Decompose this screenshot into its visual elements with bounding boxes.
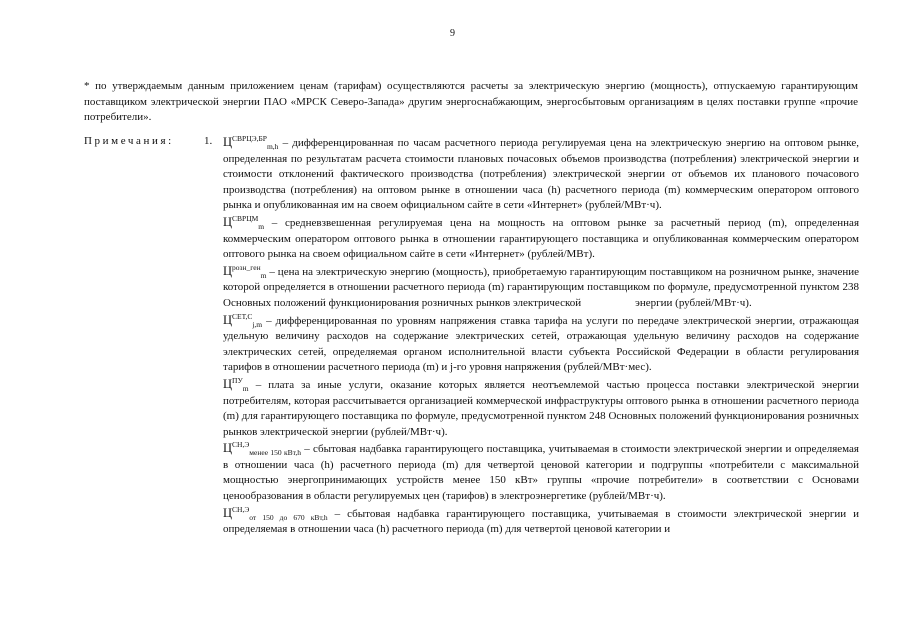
note-text: – плата за иные услуги, оказание которых является неотъемлемой частью процесса поставки электрической энергии потребителям, которая рассчитывается организацией коммерческой инфраструктуры оптового рынка в отношении расчетного периода (m) для гарантирующего поставщика по формуле, предусмотренной пунктом 248 Основных положений функционирования розничных рынков электрической энергии (рублей/МВт·ч). [223, 378, 859, 438]
price-symbol: Ц [223, 135, 233, 149]
note-text: – дифференцированная по часам расчетного периода регулируемая цена на электрическую энергию на оптовом рынке, определенная по результатам расчета стоимости плановых почасовых объемов производства (потребления) электрической энергии и стоимости отклонений фактического производства (потребления) электрической энергии от объемов их планового почасового производства (потребления) на оптовом рынке в отношении часа (h) расчетного периода (m) коммерческим оператором оптового рынка и опубликованная им на своем официальном сайте в сети «Интернет» (рублей/МВт·ч). [223, 137, 859, 212]
price-subscript: m [242, 383, 249, 393]
price-superscript: СЕТ,С [232, 311, 253, 321]
notes-number: 1. [204, 135, 213, 147]
note-text: – средневзвешенная регулируемая цена на мощность на оптовом рынке за расчетный период (m), определенная коммерческим оператором оптового рынка в отношении гарантирующего поставщика и опубликованная коммерческим оператором оптового рынка на своем официальном сайте в сети «Интернет» (рублей/МВт). [223, 216, 859, 261]
note-price-capacity [223, 215, 859, 263]
note-text: – цена на электрическую энергию (мощность), приобретаемую гарантирующим поставщиком на розничном рынке, значение которой определяется в отношении расчетного периода (m) гарантирующим поставщиком по формуле, предусмотренной пунктом 238 Основных положений функционирования розничных рынков электрической [223, 265, 859, 309]
note-price-retail [223, 264, 859, 312]
price-superscript: СН,Э [232, 504, 250, 514]
note-text-continued: энергии (рублей/МВт·ч). [635, 296, 752, 309]
note-markup-under-150 [223, 441, 859, 504]
price-subscript: m,h [266, 142, 279, 151]
price-superscript: СВРЦМ [232, 213, 259, 223]
price-subscript: m [260, 270, 267, 280]
intro-paragraph: * по утверждаемым данным приложением ценам (тарифам) осуществляются расчеты за электрическую энергию (мощность), отпускаемую гарантирующим поставщиком электрической энергии ПАО «МРСК Северо-Запада» другим энергоснабжающим, энергосбытовым организациям в целях поставки группе «прочие потребители». [84, 80, 858, 124]
price-symbol: Ц [223, 263, 233, 278]
note-text: – сбытовая надбавка гарантирующего поставщика, учитываемая в стоимости электрической энергии и определяемая в отношении часа (h) расчетного периода (m) для четвертой ценовой категории и подгруппы «потребители с максимальной мощностью энергопринимающих устройств менее 150 кВт» группы «прочие потребители» в соответствии с Основами ценообразования в области регулируемых цен (тарифов) в электроэнергетике (рублей/МВт·ч). [223, 443, 859, 503]
price-superscript: СН,Э [232, 440, 250, 450]
note-price-energy-wholesale [223, 135, 859, 214]
page-number: 9 [450, 28, 455, 39]
price-superscript: ПУ [232, 375, 243, 385]
note-text: – дифференцированная по уровням напряжения ставка тарифа на услуги по передаче электрической энергии, отражающая удельную величину расходов на содержание электрических сетей, отражающая удельную величину расходов на содержание электрических сетей, определяемая органом исполнительной власти субъекта Российской Федерации в области регулирования тарифов в отношении расчетного периода (m) и j-го уровня напряжения (рублей/МВт·мес). [223, 314, 859, 374]
price-superscript: розн_ген [232, 262, 261, 272]
note-markup-150-670 [223, 506, 859, 538]
notes-body [223, 135, 859, 539]
price-symbol: Ц [223, 214, 233, 229]
price-symbol: Ц [223, 376, 233, 391]
note-tariff-network [223, 313, 859, 376]
price-symbol: Ц [223, 505, 233, 520]
price-symbol: Ц [223, 441, 233, 456]
price-subscript: менее 150 кВт,h [249, 448, 302, 458]
notes-label: Примечания: [84, 135, 174, 147]
price-subscript: m [258, 221, 265, 231]
price-subscript: от 150 до 670 кВт,h [249, 512, 328, 522]
price-superscript: СВРЦЭ,БР [232, 134, 267, 143]
note-other-services [223, 377, 859, 440]
price-subscript: j,m [252, 319, 263, 329]
note-text: – сбытовая надбавка гарантирующего поставщика, учитываемая в стоимости электрической энергии и определяемая в отношении часа (h) расчетного периода (m) для четвертой ценовой категории и [223, 507, 859, 536]
price-symbol: Ц [223, 312, 233, 327]
